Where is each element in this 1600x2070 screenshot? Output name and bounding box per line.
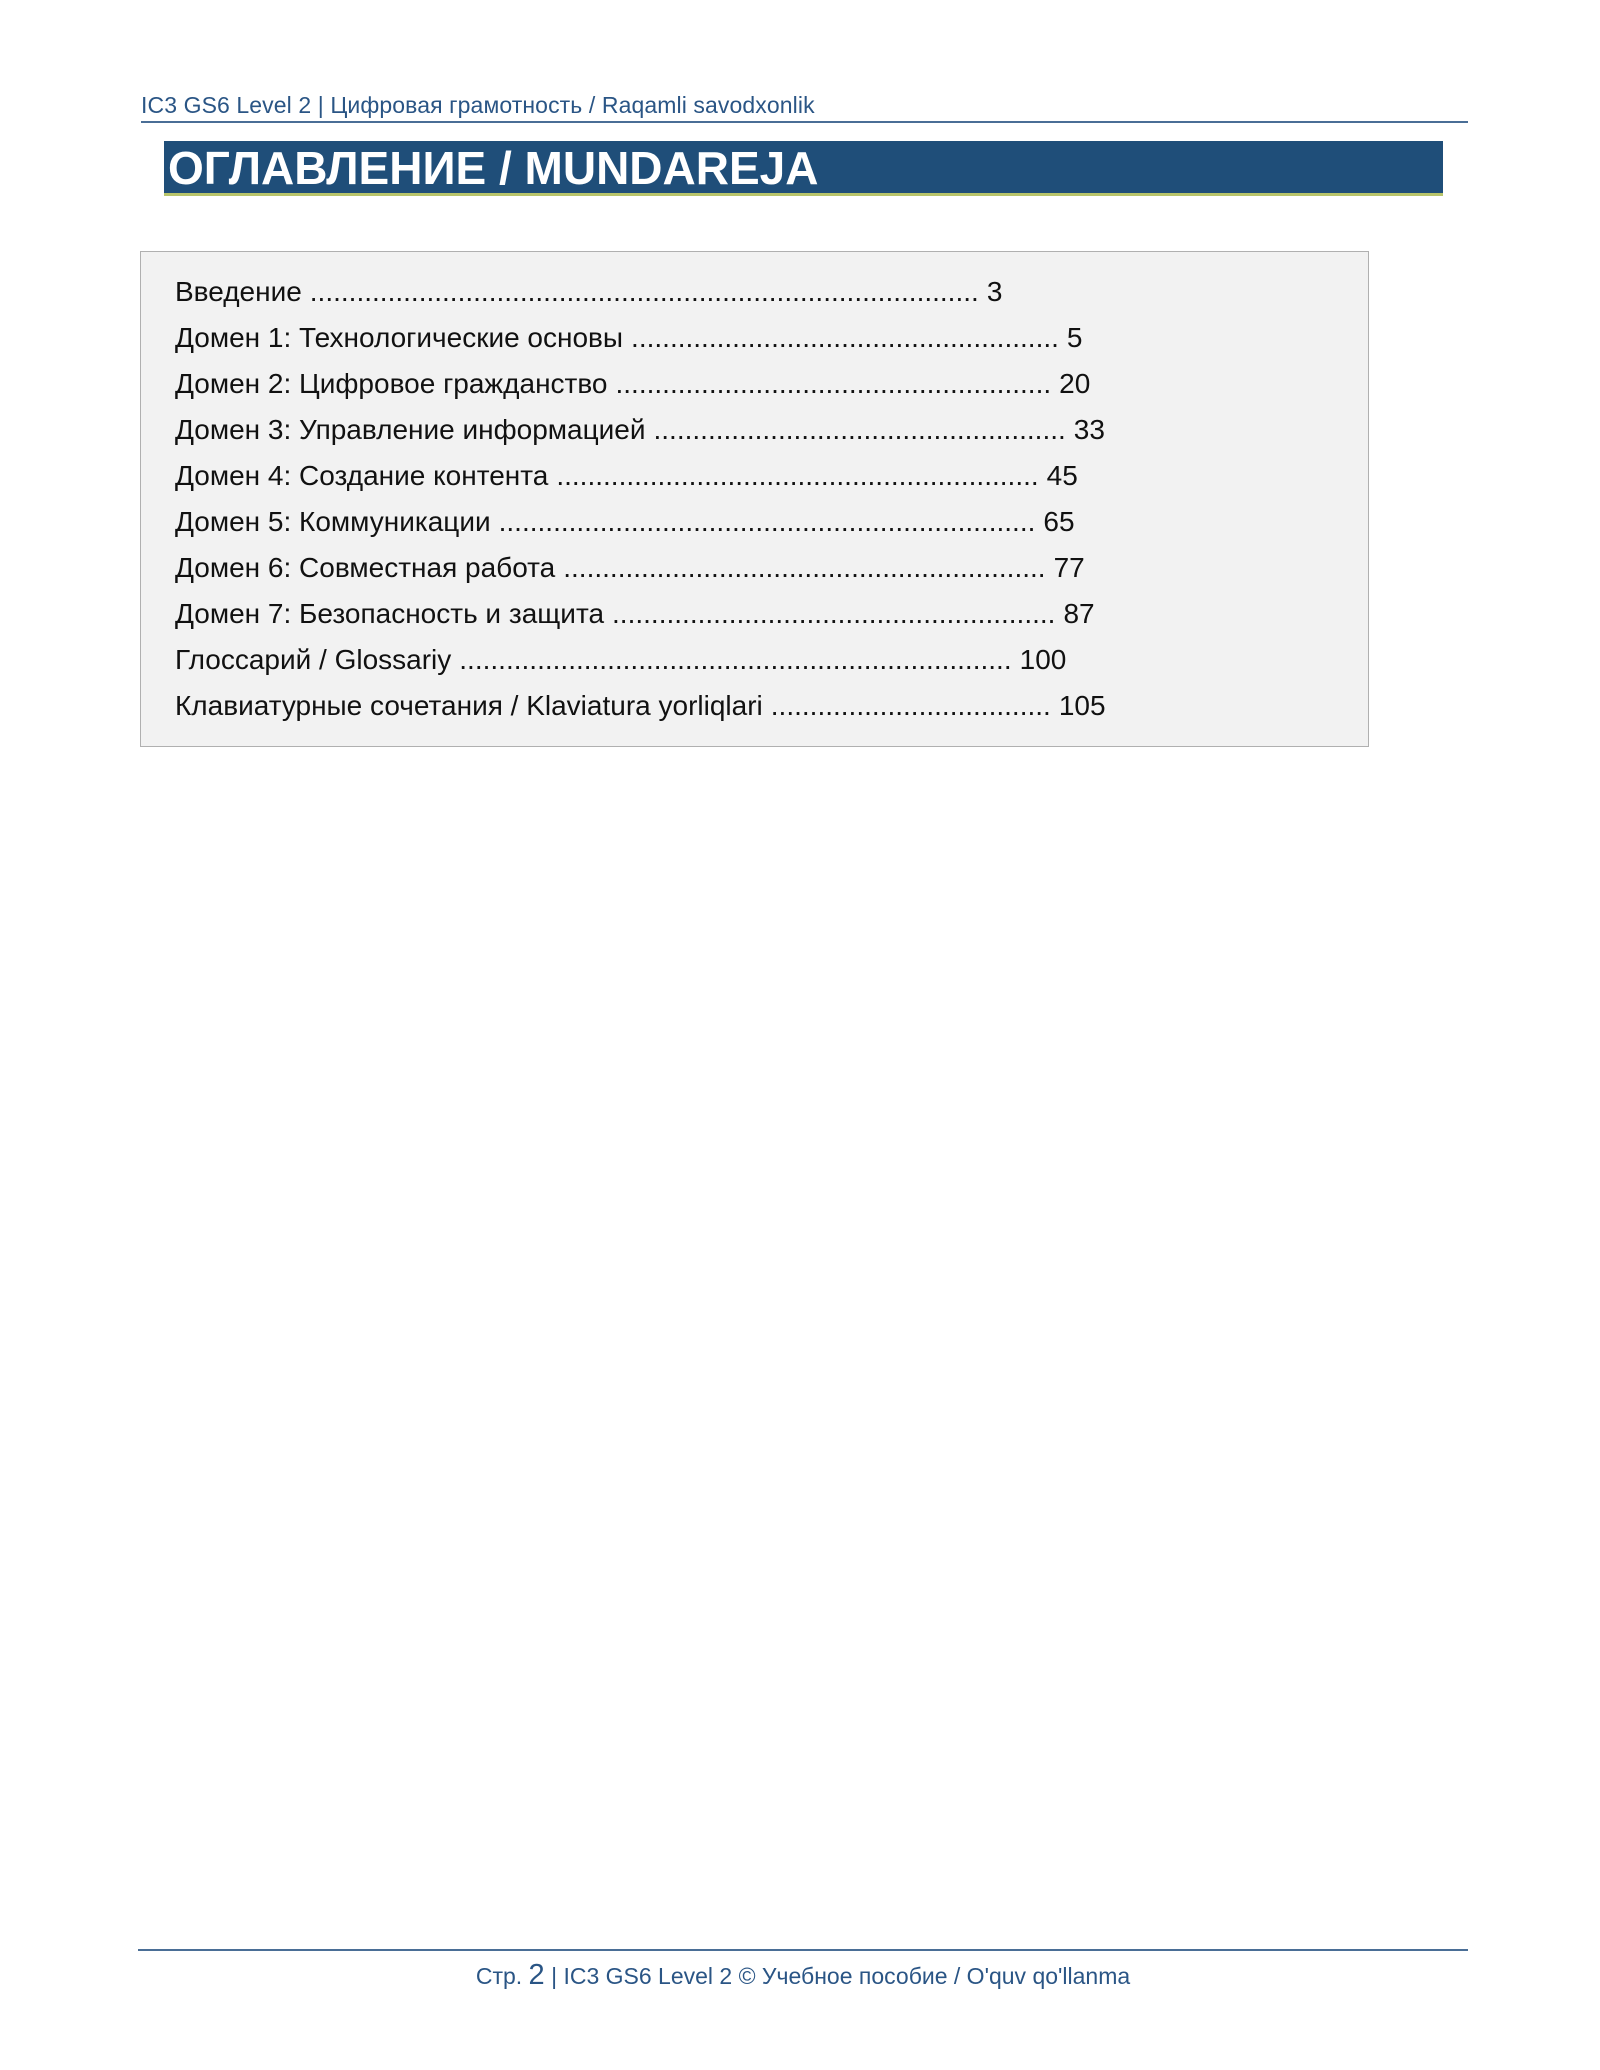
toc-entry[interactable] (175, 407, 1106, 453)
toc-leader-dots: ..................................................................... (498, 506, 1036, 537)
toc-entry-title: Введение (175, 276, 302, 307)
toc-entry[interactable] (175, 453, 1106, 499)
footer-text (138, 1959, 1468, 1992)
toc-entry[interactable] (175, 361, 1106, 407)
toc-page-number: 45 (1046, 460, 1078, 491)
page-title: ОГЛАВЛЕНИЕ / MUNDAREJA (168, 142, 819, 194)
toc-leader-dots: ....................................................................... (459, 644, 1012, 675)
toc-leader-dots: ........................................................ (615, 368, 1052, 399)
toc-entry-title: Домен 4: Создание контента (175, 460, 549, 491)
toc-entry[interactable] (175, 683, 1106, 729)
table-of-contents (140, 251, 1369, 747)
toc-entry[interactable] (175, 315, 1106, 361)
toc-leader-dots: ....................................................... (631, 322, 1059, 353)
page-header (141, 92, 1468, 123)
toc-entry-title: Клавиатурные сочетания / Klaviatura yorliqlari (175, 690, 763, 721)
toc-entry-title: Глоссарий / Glossariy (175, 644, 452, 675)
toc-page-number: 5 (1066, 322, 1083, 353)
toc-page-number: 3 (986, 276, 1003, 307)
toc-page-number: 100 (1019, 644, 1067, 675)
running-header-title: IC3 GS6 Level 2 | Цифровая грамотность / Raqamli savodxonlik (141, 92, 815, 118)
toc-entry[interactable] (175, 637, 1106, 683)
toc-entry-title: Домен 7: Безопасность и защита (175, 598, 605, 629)
toc-page-number: 77 (1053, 552, 1085, 583)
toc-entry-title: Домен 2: Цифровое гражданство (175, 368, 608, 399)
toc-page-number: 87 (1063, 598, 1095, 629)
toc-leader-dots: .............................................................. (556, 460, 1039, 491)
footer-page-prefix: Стр. (475, 1963, 523, 1989)
toc-entry-title: Домен 5: Коммуникации (175, 506, 491, 537)
toc-leader-dots: .................................... (770, 690, 1051, 721)
toc-leader-dots: ......................................................... (612, 598, 1056, 629)
section-title-bar (164, 141, 1443, 196)
toc-entry[interactable] (175, 499, 1106, 545)
toc-page-number: 20 (1059, 368, 1091, 399)
toc-leader-dots: ...................................................................................... (309, 276, 979, 307)
toc-page-number: 65 (1043, 506, 1075, 537)
toc-entry[interactable] (175, 545, 1106, 591)
toc-entry[interactable] (175, 591, 1106, 637)
toc-leader-dots: ..................................................... (653, 414, 1066, 445)
toc-entry-title: Домен 3: Управление информацией (175, 414, 646, 445)
toc-page-number: 33 (1073, 414, 1105, 445)
page-footer (138, 1949, 1468, 1991)
toc-leader-dots: .............................................................. (563, 552, 1046, 583)
toc-list (175, 269, 1106, 729)
toc-entry-title: Домен 6: Совместная работа (175, 552, 556, 583)
footer-copyright: | IC3 GS6 Level 2 © Учебное пособие / O'quv qo'llanma (551, 1963, 1131, 1989)
toc-entry[interactable] (175, 269, 1106, 315)
footer-page-number: 2 (528, 1959, 545, 1991)
toc-page-number: 105 (1058, 690, 1106, 721)
toc-entry-title: Домен 1: Технологические основы (175, 322, 624, 353)
